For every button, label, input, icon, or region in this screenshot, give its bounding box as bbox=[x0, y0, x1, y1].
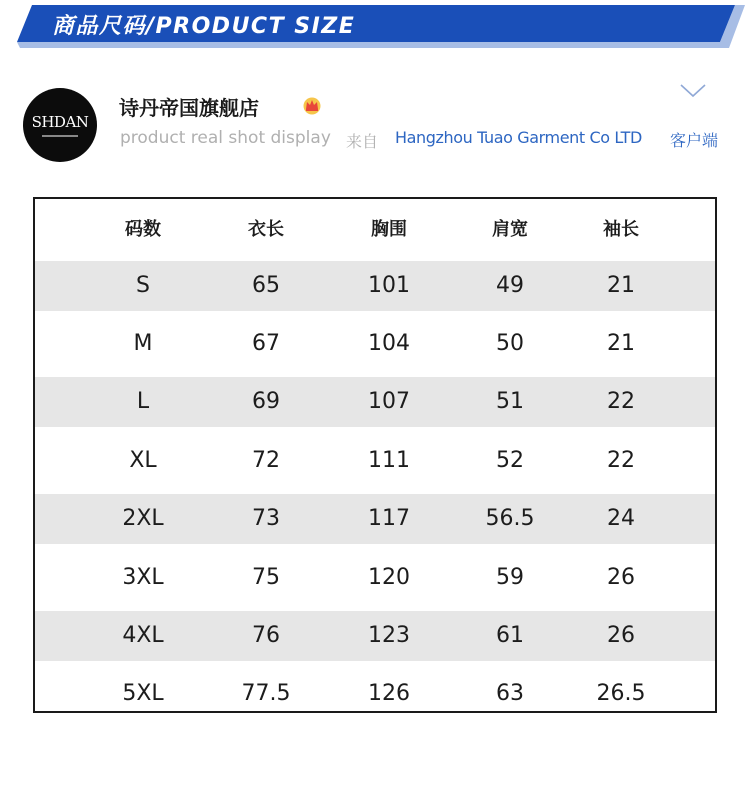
cell-chest: 117 bbox=[368, 506, 410, 531]
cell-sleeve: 21 bbox=[607, 273, 635, 298]
table-row bbox=[35, 553, 715, 603]
table-row bbox=[35, 611, 715, 661]
table-row bbox=[35, 377, 715, 427]
cell-length: 77.5 bbox=[241, 681, 291, 706]
cell-length: 75 bbox=[252, 565, 280, 590]
size-table bbox=[33, 197, 717, 713]
table-row bbox=[35, 494, 715, 544]
cell-sleeve: 26.5 bbox=[596, 681, 646, 706]
cell-sleeve: 22 bbox=[607, 389, 635, 414]
cell-sleeve: 21 bbox=[607, 331, 635, 356]
header-length: 衣长 bbox=[248, 219, 284, 240]
cell-shoulder: 63 bbox=[496, 681, 524, 706]
cell-chest: 123 bbox=[368, 623, 410, 648]
cell-sleeve: 22 bbox=[607, 448, 635, 473]
shop-name[interactable]: 诗丹帝国旗舰店 bbox=[119, 96, 259, 120]
cell-shoulder: 51 bbox=[496, 389, 524, 414]
shop-subtitle: product real shot display bbox=[120, 128, 331, 148]
cell-length: 72 bbox=[252, 448, 280, 473]
table-row bbox=[35, 669, 715, 719]
cell-sleeve: 26 bbox=[607, 565, 635, 590]
cell-chest: 107 bbox=[368, 389, 410, 414]
shop-header bbox=[0, 70, 750, 170]
banner-title: 商品尺码/PRODUCT SIZE bbox=[52, 14, 356, 39]
cell-size: 5XL bbox=[122, 681, 164, 706]
cell-size: M bbox=[133, 331, 153, 356]
cell-length: 73 bbox=[252, 506, 280, 531]
cell-size: XL bbox=[129, 448, 157, 473]
client-link[interactable]: 客户端 bbox=[670, 131, 719, 150]
source-label: 来自 bbox=[346, 132, 379, 151]
cell-size: S bbox=[136, 273, 150, 298]
cell-sleeve: 26 bbox=[607, 623, 635, 648]
cell-size: 3XL bbox=[122, 565, 164, 590]
cell-shoulder: 49 bbox=[496, 273, 524, 298]
cell-length: 76 bbox=[252, 623, 280, 648]
crown-icon bbox=[302, 95, 322, 115]
shop-logo-text: SHDAN bbox=[31, 113, 89, 131]
header-sleeve: 袖长 bbox=[603, 219, 639, 240]
cell-chest: 120 bbox=[368, 565, 410, 590]
cell-size: 4XL bbox=[122, 623, 164, 648]
cell-shoulder: 52 bbox=[496, 448, 524, 473]
cell-shoulder: 59 bbox=[496, 565, 524, 590]
cell-length: 65 bbox=[252, 273, 280, 298]
logo-underline bbox=[42, 135, 78, 137]
cell-size: 2XL bbox=[122, 506, 164, 531]
vendor-link[interactable]: Hangzhou Tuao Garment Co LTD bbox=[395, 128, 642, 147]
table-row bbox=[35, 319, 715, 369]
header-size: 码数 bbox=[125, 219, 161, 240]
cell-chest: 104 bbox=[368, 331, 410, 356]
cell-length: 67 bbox=[252, 331, 280, 356]
cell-chest: 126 bbox=[368, 681, 410, 706]
header-shoulder: 肩宽 bbox=[492, 219, 528, 240]
table-row bbox=[35, 436, 715, 486]
cell-chest: 101 bbox=[368, 273, 410, 298]
cell-chest: 111 bbox=[368, 448, 410, 473]
table-header-row bbox=[35, 205, 715, 255]
cell-shoulder: 61 bbox=[496, 623, 524, 648]
cell-sleeve: 24 bbox=[607, 506, 635, 531]
table-row bbox=[35, 261, 715, 311]
shop-logo[interactable] bbox=[23, 88, 97, 162]
cell-length: 69 bbox=[252, 389, 280, 414]
cell-shoulder: 56.5 bbox=[485, 506, 535, 531]
header-banner bbox=[0, 0, 750, 50]
chevron-down-icon[interactable] bbox=[680, 84, 706, 98]
cell-size: L bbox=[136, 389, 150, 414]
cell-shoulder: 50 bbox=[496, 331, 524, 356]
header-chest: 胸围 bbox=[371, 219, 407, 240]
